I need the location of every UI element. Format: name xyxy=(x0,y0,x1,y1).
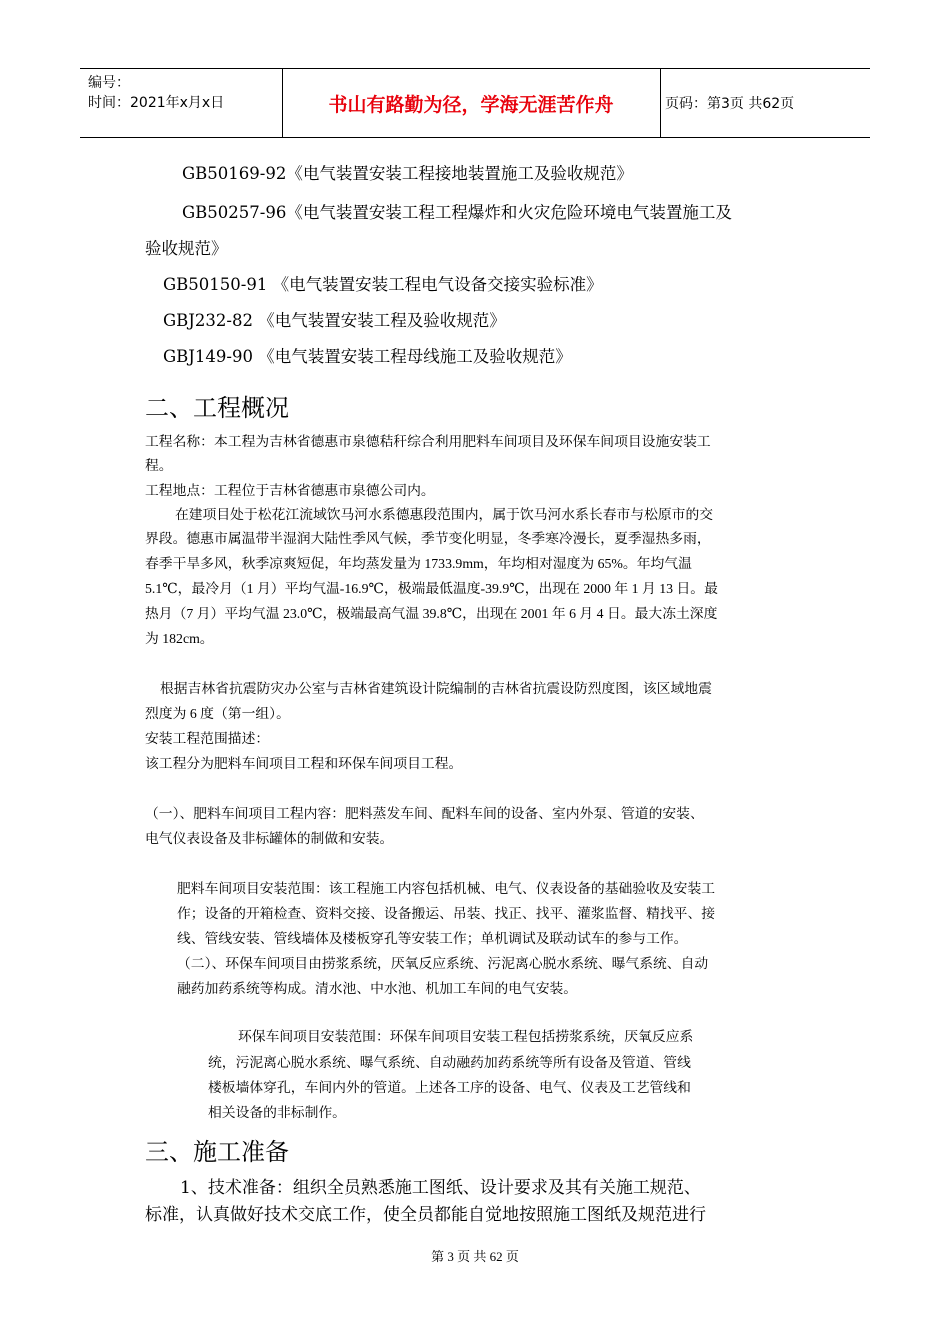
body-line: 春季干旱多风，秋季凉爽短促，年均蒸发量为 1733.9mm，年均相对湿度为 65%。年均气温 xyxy=(145,556,692,571)
header-number: 编号： xyxy=(88,75,130,91)
section-heading: 三、施工准备 xyxy=(145,1138,289,1166)
standard-line: GBJ232-82 《电气装置安装工程及验收规范》 xyxy=(163,311,506,330)
body-line: （二）、环保车间项目由捞浆系统，厌氧反应系统、污泥离心脱水系统、曝气系统、自动 xyxy=(177,956,709,971)
body-line: 肥料车间项目安装范围：该工程施工内容包括机械、电气、仪表设备的基础验收及安装工 xyxy=(177,881,716,896)
header-page-number: 页码：第3页 共62页 xyxy=(665,96,795,112)
body-line: 统，污泥离心脱水系统、曝气系统、自动融药加药系统等所有设备及管道、管线 xyxy=(208,1055,691,1070)
body-line: 为 182cm。 xyxy=(145,631,214,646)
standard-line: GBJ149-90 《电气装置安装工程母线施工及验收规范》 xyxy=(163,347,572,366)
body-line: 电气仪表设备及非标罐体的制做和安装。 xyxy=(145,831,394,846)
header-time: 时间：2021年x月x日 xyxy=(88,95,225,111)
section-heading: 二、工程概况 xyxy=(145,394,289,422)
body-line: 安装工程范围描述： xyxy=(145,731,270,746)
body-line: 线、管线安装、管线墙体及楼板穿孔等安装工作；单机调试及联动试车的参与工作。 xyxy=(177,931,688,946)
body-line: 该工程分为肥料车间项目工程和环保车间项目工程。 xyxy=(145,756,463,771)
body-line: 相关设备的非标制作。 xyxy=(208,1105,346,1120)
body-line: （一）、肥料车间项目工程内容：肥料蒸发车间、配料车间的设备、室内外泵、管道的安装、 xyxy=(145,806,704,821)
body-line: 在建项目处于松花江流域饮马河水系德惠段范围内，属于饮马河水系长春市与松原市的交 xyxy=(175,507,714,522)
body-line: 界段。德惠市属温带半湿润大陆性季风气候，季节变化明显，冬季寒冷漫长，夏季湿热多雨， xyxy=(145,531,711,546)
standard-line: GB50150-91 《电气装置安装工程电气设备交接实验标准》 xyxy=(163,275,603,294)
body-line: 工程地点：工程位于吉林省德惠市泉德公司内。 xyxy=(145,483,435,498)
page-footer: 第 3 页 共 62 页 xyxy=(431,1249,519,1264)
body-line: 热月（7 月）平均气温 23.0℃，极端最高气温 39.8℃，出现在 2001 年 6 月 4 日。最大冻土深度 xyxy=(145,606,718,621)
body-line: 工程名称：本工程为吉林省德惠市泉德秸秆综合利用肥料车间项目及环保车间项目设施安装工 xyxy=(145,434,711,449)
standard-line: 验收规范》 xyxy=(145,239,228,258)
body-line: 楼板墙体穿孔，车间内外的管道。上述各工序的设备、电气、仪表及工艺管线和 xyxy=(208,1080,691,1095)
body-line: 根据吉林省抗震防灾办公室与吉林省建筑设计院编制的吉林省抗震设防烈度图，该区域地震 xyxy=(160,681,712,696)
header-meta xyxy=(88,73,224,113)
standard-line: GB50257-96《电气装置安装工程工程爆炸和火灾危险环境电气装置施工及 xyxy=(182,203,732,222)
body-line: 5.1℃，最冷月（1 月）平均气温-16.9℃，极端最低温度-39.9℃，出现在 2000 年 1 月 13 日。最 xyxy=(145,581,718,596)
body-line: 环保车间项目安装范围：环保车间项目安装工程包括捞浆系统，厌氧反应系 xyxy=(238,1029,694,1044)
body-line: 标准，认真做好技术交底工作，使全员都能自觉地按照施工图纸及规范进行 xyxy=(145,1205,706,1225)
header-divider xyxy=(660,69,661,137)
header-motto: 书山有路勤为径，学海无涯苦作舟 xyxy=(328,93,614,116)
page-header xyxy=(80,68,870,138)
body-line: 1、技术准备：组织全员熟悉施工图纸、设计要求及其有关施工规范、 xyxy=(180,1178,701,1198)
body-line: 作；设备的开箱检查、资料交接、设备搬运、吊装、找正、找平、灌浆监督、精找平、接 xyxy=(177,906,716,921)
body-line: 融药加药系统等构成。清水池、中水池、机加工车间的电气安装。 xyxy=(177,981,578,996)
body-line: 烈度为 6 度（第一组）。 xyxy=(145,706,290,721)
body-line: 程。 xyxy=(145,458,173,473)
standard-line: GB50169-92《电气装置安装工程接地装置施工及验收规范》 xyxy=(182,164,633,183)
